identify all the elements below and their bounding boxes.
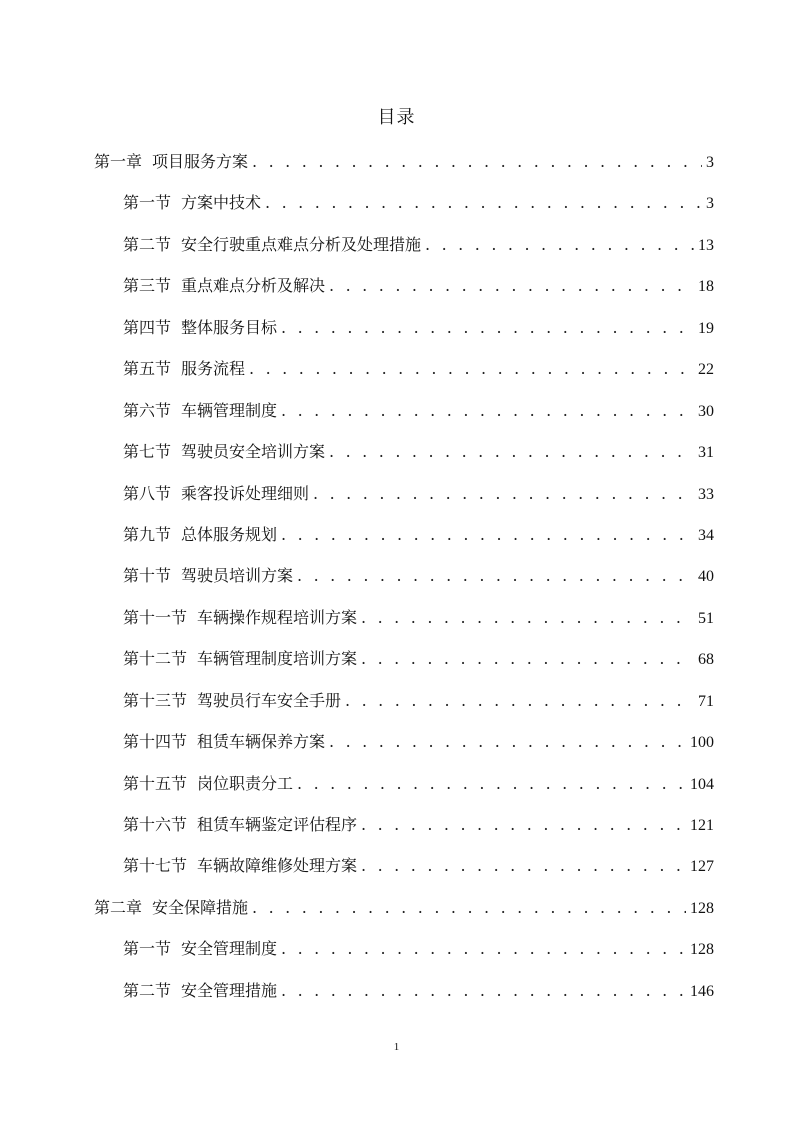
toc-entry-label [123,970,277,1011]
toc-entry-section[interactable] [0,348,793,389]
toc-entry-section[interactable] [0,804,793,845]
toc-leader-dots [281,307,694,348]
toc-entry-page: 146 [690,982,714,1000]
toc-entry-text: 项目服务方案 [152,152,249,171]
toc-leader-dots [281,514,694,555]
toc-leader-dots [361,804,686,845]
toc-entry-label [123,224,421,265]
toc-entry-text: 安全保障措施 [152,897,249,917]
toc-entry-text: 驾驶员行车安全手册 [197,690,342,710]
toc-entry-page: 100 [690,734,714,752]
toc-entry-text: 方案中技术 [181,193,262,213]
toc-entry-page: 19 [698,319,714,337]
toc-entry-page: 33 [698,485,714,503]
toc-leader-dots [361,597,694,638]
toc-entry-page: 22 [698,361,714,379]
toc-entry-page: 3 [706,195,714,213]
toc-leader-dots [252,141,702,182]
toc-entry-label [94,141,248,182]
table-of-contents [0,141,793,1011]
toc-entry-section[interactable] [0,224,793,265]
toc-leader-dots [425,224,694,265]
toc-leader-dots [329,431,694,472]
toc-leader-dots [281,390,694,431]
toc-entry-section[interactable] [0,514,793,555]
toc-leader-dots [329,721,686,762]
toc-entry-page: 71 [698,692,714,710]
toc-entry-section[interactable] [0,970,793,1011]
toc-entry-label [123,473,309,514]
toc-entry-page: 127 [690,858,714,876]
toc-entry-number: 第十七节 [123,856,188,876]
toc-leader-dots [249,348,694,389]
toc-entry-number: 第十节 [123,566,172,586]
toc-entry-number: 第十五节 [123,773,188,793]
toc-entry-text: 安全管理措施 [181,980,278,1000]
toc-entry-number: 第七节 [123,442,172,462]
toc-entry-page: 51 [698,609,714,627]
toc-entry-page: 13 [698,236,714,254]
toc-entry-label [123,348,245,389]
toc-entry-number: 第十六节 [123,815,188,834]
toc-entry-label [123,265,325,306]
toc-leader-dots [265,182,702,223]
toc-entry-label [123,721,325,762]
toc-entry-label [123,597,357,638]
toc-entry-number: 第二节 [123,980,172,1000]
toc-entry-number: 第九节 [123,524,172,544]
toc-entry-number: 第十二节 [123,649,188,669]
toc-entry-page: 40 [698,568,714,586]
toc-entry-label [123,390,277,431]
toc-entry-section[interactable] [0,265,793,306]
toc-entry-number: 第六节 [123,400,172,420]
toc-entry-section[interactable] [0,763,793,804]
toc-entry-text: 整体服务目标 [181,317,278,337]
toc-entry-page: 3 [706,154,714,171]
toc-entry-label [123,431,325,472]
toc-entry-text: 乘客投诉处理细则 [181,483,310,503]
toc-entry-number: 第一节 [123,193,172,213]
toc-leader-dots [361,845,686,886]
toc-entry-label [123,555,293,596]
footer-page-number: 1 [393,1041,400,1053]
toc-entry-label [123,680,341,721]
toc-entry-text: 驾驶员培训方案 [181,566,294,586]
toc-entry-section[interactable] [0,390,793,431]
toc-entry-section[interactable] [0,555,793,596]
toc-entry-number: 第十三节 [123,690,188,710]
toc-entry-text: 车辆操作规程培训方案 [197,607,358,627]
toc-entry-section[interactable] [0,431,793,472]
toc-entry-page: 34 [698,526,714,544]
toc-entry-label [123,514,277,555]
toc-entry-chapter[interactable] [0,141,793,182]
toc-leader-dots [281,970,686,1011]
toc-entry-section[interactable] [0,680,793,721]
toc-entry-label [123,928,277,969]
toc-entry-page: 18 [698,278,714,296]
toc-entry-page: 104 [690,775,714,793]
toc-entry-page: 68 [698,651,714,669]
toc-entry-text: 安全管理制度 [181,939,278,959]
toc-entry-number: 第二节 [123,234,172,254]
toc-entry-section[interactable] [0,182,793,223]
toc-entry-text: 租赁车辆鉴定评估程序 [197,815,358,834]
toc-entry-text: 重点难点分析及解决 [181,276,326,296]
toc-entry-text: 车辆管理制度 [181,400,278,420]
toc-leader-dots [297,555,694,596]
toc-entry-page: 128 [690,899,714,917]
toc-entry-section[interactable] [0,845,793,886]
toc-entry-number: 第二章 [94,897,143,917]
toc-entry-section[interactable] [0,638,793,679]
toc-entry-text: 驾驶员安全培训方案 [181,442,326,462]
toc-entry-chapter[interactable] [0,887,793,928]
toc-entry-text: 岗位职责分工 [197,773,294,793]
toc-entry-label [123,182,261,223]
toc-entry-text: 租赁车辆保养方案 [197,732,326,752]
toc-entry-section[interactable] [0,928,793,969]
toc-leader-dots [297,763,686,804]
toc-leader-dots [329,265,694,306]
toc-entry-page: 31 [698,444,714,462]
toc-leader-dots [313,473,694,514]
toc-entry-section[interactable] [0,721,793,762]
toc-entry-text: 安全行驶重点难点分析及处理措施 [181,234,422,254]
toc-entry-number: 第四节 [123,317,172,337]
toc-title: 目录 [377,107,416,128]
toc-entry-number: 第十一节 [123,607,188,627]
toc-entry-number: 第三节 [123,276,172,296]
toc-entry-page: 128 [690,941,714,959]
toc-entry-section[interactable] [0,597,793,638]
toc-entry-label [123,763,293,804]
toc-entry-number: 第一章 [94,152,143,171]
toc-leader-dots [281,928,686,969]
toc-entry-page: 121 [690,817,714,834]
toc-entry-label [123,845,357,886]
toc-entry-section[interactable] [0,307,793,348]
toc-entry-page: 30 [698,402,714,420]
toc-entry-section[interactable] [0,473,793,514]
toc-entry-number: 第十四节 [123,732,188,752]
toc-leader-dots [345,680,694,721]
toc-entry-text: 车辆故障维修处理方案 [197,856,358,876]
toc-entry-text: 总体服务规划 [181,524,278,544]
toc-entry-number: 第一节 [123,939,172,959]
toc-entry-label [123,638,357,679]
toc-entry-label [123,307,277,348]
toc-leader-dots [252,887,686,928]
toc-entry-number: 第八节 [123,483,172,503]
toc-entry-text: 车辆管理制度培训方案 [197,649,358,669]
toc-leader-dots [361,638,694,679]
toc-entry-label [123,804,357,845]
toc-entry-number: 第五节 [123,359,172,379]
toc-entry-label [94,887,248,928]
toc-entry-text: 服务流程 [181,359,246,379]
